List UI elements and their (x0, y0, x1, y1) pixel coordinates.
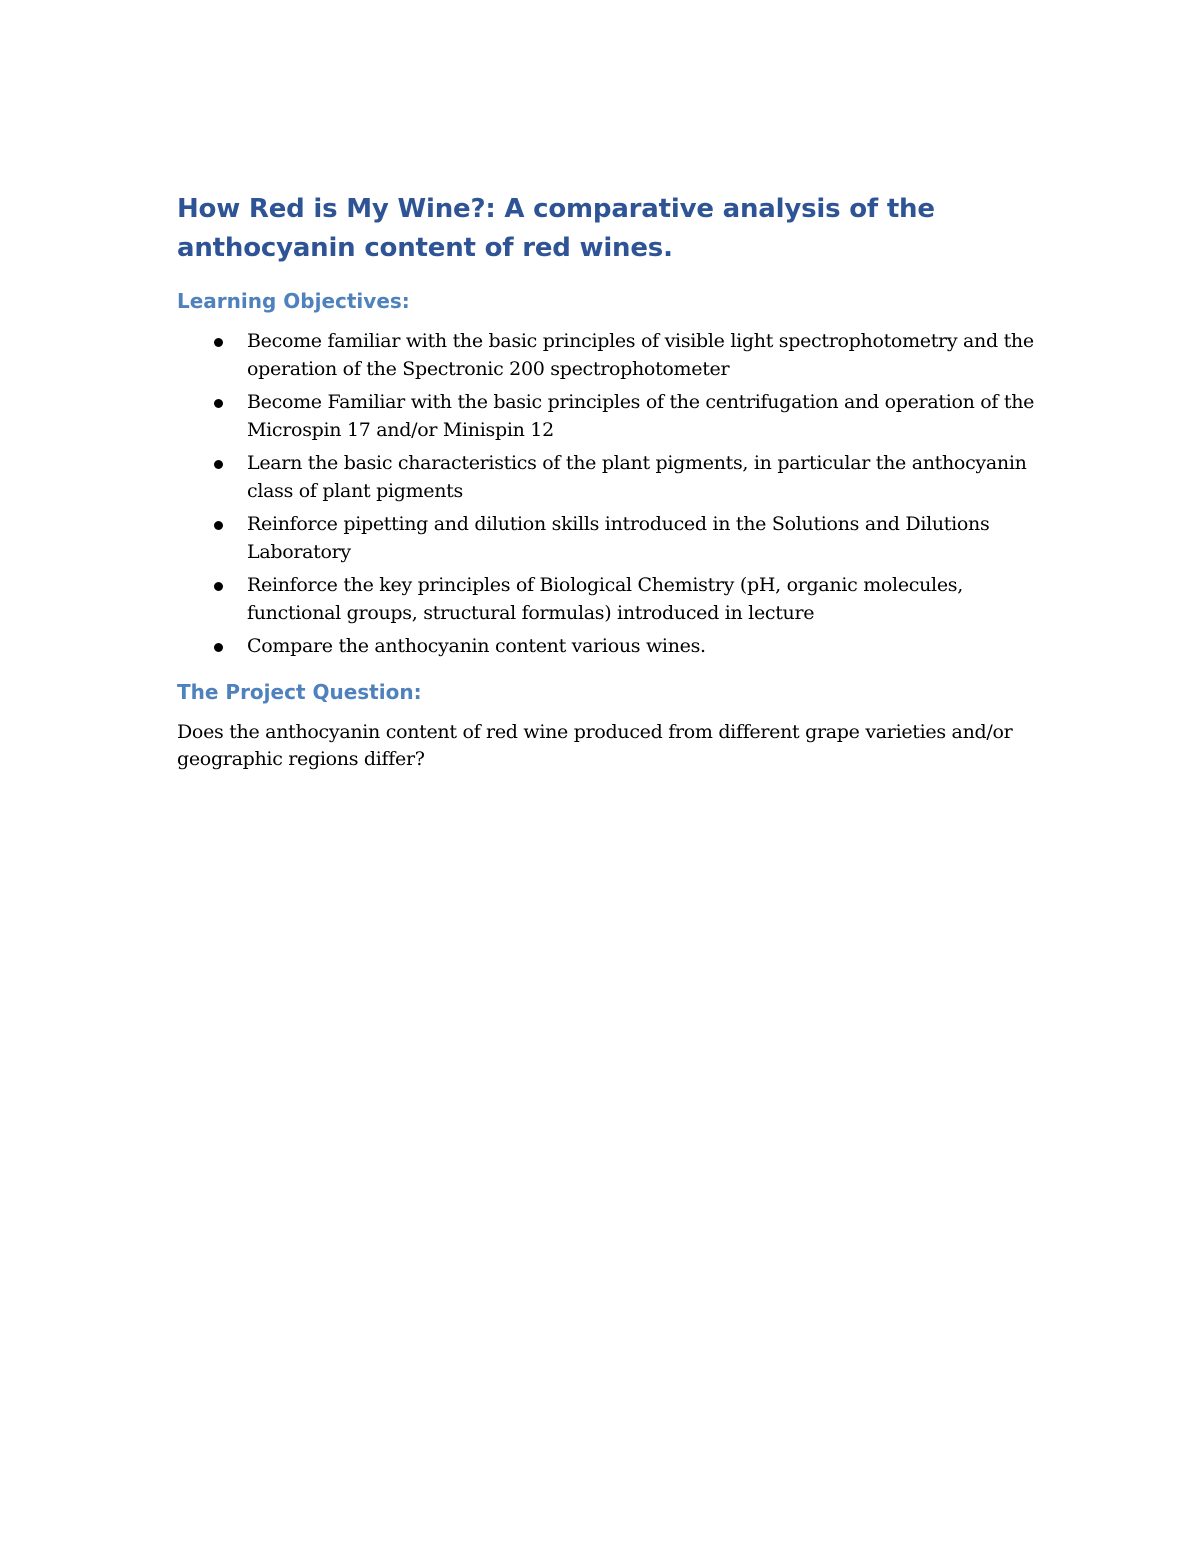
document-title: How Red is My Wine?: A comparative analysis of the anthocyanin content of red wines. (177, 194, 935, 263)
objective-text: Reinforce the key principles of Biological Chemistry (pH, organic molecules, functional groups, structural formulas) introduced in lecture (247, 574, 963, 624)
objective-text: Learn the basic characteristics of the plant pigments, in particular the anthocyanin class of plant pigments (247, 452, 1027, 502)
list-item (177, 450, 1037, 505)
list-item (177, 572, 1037, 627)
list-item (177, 633, 1037, 661)
project-question-text: Does the anthocyanin content of red wine produced from different grape varieties and/or geographic regions differ? (177, 720, 1013, 770)
project-question-heading: The Project Question: (177, 679, 422, 704)
bullet-icon (214, 460, 223, 469)
objective-text: Reinforce pipetting and dilution skills introduced in the Solutions and Dilutions Laboratory (247, 513, 990, 563)
document-body (177, 190, 1037, 774)
learning-objectives-list (177, 328, 1037, 661)
list-item (177, 511, 1037, 566)
objective-text: Become Familiar with the basic principles of the centrifugation and operation of the Microspin 17 and/or Minispin 12 (247, 391, 1035, 441)
bullet-icon (214, 338, 223, 347)
bullet-icon (214, 399, 223, 408)
bullet-icon (214, 582, 223, 591)
objective-text: Become familiar with the basic principles of visible light spectrophotometry and the operation of the Spectronic 200 spectrophotometer (247, 330, 1034, 380)
learning-objectives-heading: Learning Objectives: (177, 289, 410, 313)
list-item (177, 389, 1037, 444)
objective-text: Compare the anthocyanin content various wines. (247, 635, 706, 657)
bullet-icon (214, 521, 223, 530)
bullet-icon (214, 643, 223, 652)
list-item (177, 328, 1037, 383)
